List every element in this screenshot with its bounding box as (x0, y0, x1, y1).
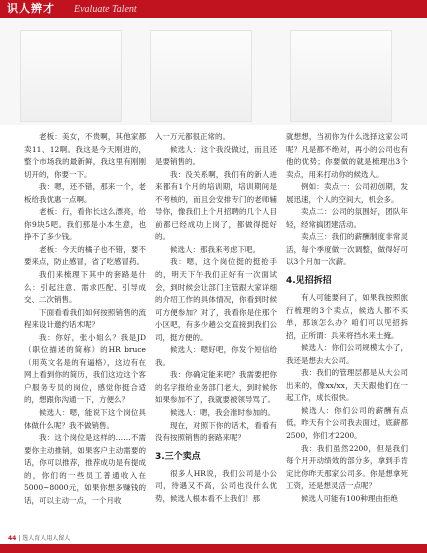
section-header-bar (0, 0, 427, 18)
header-image (0, 18, 427, 125)
image-shape-right (290, 30, 392, 122)
paragraph: 候选人：嗯，我会准时参加的。 (170, 408, 275, 418)
paragraph: 入一万元都很正常的。 (155, 132, 230, 141)
paragraph: 候选人：你们公司的薪酬有点低，昨天有个公司我去面过，底薪都2500，你们才2200。 (286, 405, 408, 441)
section-subtitle: Evaluate Talent (74, 4, 137, 15)
paragraph: 卖点二：公司的氛围好，团队年轻，经常搞团建活动。 (286, 207, 408, 229)
paragraph: 我：我们虽然2200，但是我们每个月开动绩效的部分多，拿到手肯定比你昨天那家公司多。你是想拿死工资，还是想灵活一点呢？ (286, 443, 408, 491)
paragraph: 有人可能要问了，如果我按照旅行梳理的3个卖点，候选人都不买单，那该怎么办？咱们可以见招拆招，正所谓：兵来将挡水来土掩。 (286, 293, 408, 340)
paragraph: 候选人可能有100种理由拒绝 (301, 493, 398, 503)
paragraph: 很多人HR说，我们公司是小公司，待遇又不高，公司也没什么优势，候选人根本看不上我们！那 (155, 468, 277, 503)
paragraph: 下面看看我们如何按照销售的流程来设计邀约话术呢？ (24, 307, 146, 330)
paragraph: 我：我们的管理层都是从大公司出来的，像xx/xx，天天跟他们在一起工作，成长很快。 (286, 368, 408, 403)
column-2 (155, 131, 277, 505)
page-footer (8, 535, 70, 543)
image-shape-left (20, 30, 122, 122)
paragraph: 老板：今天的橘子也不错，要不要来点，防止感冒，省了吃感冒药。 (24, 244, 146, 267)
paragraph: 我：嗯，还不错，那来一个，老板给我优惠一点啊。 (24, 182, 146, 204)
page-number: 44 (8, 535, 17, 542)
paragraph: 就想想，当初你为什么选择这家公司呢？凡是都不绝对，再小的公司也有他的优势；你要做的就是梳理出3个卖点，用来打动你的候选人。 (286, 132, 408, 179)
image-shape-middle (150, 30, 252, 122)
paragraph: 例如：卖点一：公司初创期，发展迅速，个人的空间大，机会多。 (286, 182, 408, 204)
paragraph: 我：你确定能来吧？我需要把你的名字报给业务部门老大，到时候你如果参加不了，我就要被领导骂了。 (155, 370, 277, 405)
paragraph: 候选人：这个我没做过，而且还是要销售的。 (155, 144, 277, 167)
paragraph: 我：嗯，这个岗位挺的挺抢手的，明天下午我们正好有一次面试会，到时候会让部门主管跟大家详细的介绍工作的具体情况，你看到时候可方便参加？对了，我看你是住那个小区吧，有多少趟公交直接到我们公司，挺方便的。 (155, 257, 277, 342)
paragraph: 卖点三：我们的薪酬制度非常灵活，每个季度做一次调整，做得好可以3个月加一次薪。 (286, 232, 408, 267)
column-3 (286, 131, 408, 505)
paragraph: 老板：行，看你长这么漂亮，给你9块5吧。我们那是小本生意，也挣不了多少钱。 (24, 207, 146, 242)
magazine-slogan: 选人育人用人留人 (22, 535, 71, 542)
section-heading: 3.三个卖点 (155, 451, 201, 462)
footer-bar (0, 544, 427, 553)
paragraph: 我：你好，张小姐么？我是JD（职位描述的简称）的HR bruce（用英文名是的有逼格），这边有在网上看到你的简历，我们这边这个客户服务专员的岗位，感觉你挺合适的，想跟你沟通一下，方便么？ (24, 332, 146, 405)
paragraph: 候选人：嗯，能说下这个岗位具体做什么呢？我不做销售。 (24, 408, 146, 430)
section-title: 识人辨才 (7, 2, 55, 15)
paragraph: 现在，对照下你的话术，看看有没有按照销售的套路来呢？ (155, 420, 277, 443)
section-heading: 4.见招拆招 (286, 276, 332, 287)
paragraph: 候选人：那我来考虑下吧。 (170, 244, 260, 254)
paragraph: 我：没关系啊，我们有的新人进来都有1个月的培训期，培训期间是不考核的，而且会安排专门的老师辅导你，像我们上个月招聘的几个人目前都已经成功上岗了，都做得挺好的。 (155, 169, 277, 242)
paragraph: 候选人：嗯好吧，你发个短信给我。 (155, 345, 277, 367)
paragraph: 我：这个岗位是这样的……不需要你主动推销，如果客户主动需要的话，你可以推荐，推荐成功是有提成的，你们的一些员工普通收入在5000~8000元，如果你想多赚钱的话，可以主动一点，一个月收 (24, 433, 146, 505)
paragraph: 老板：美女，不贵啊，其他家都卖11、12啊。我这是今天刚进的，整个市场我的最新鲜，我这里有刚刚切开的，你要一下。 (24, 132, 146, 179)
paragraph: 我们来梳理下其中的套路是什么：引起注意、需求匹配、引导成交、二次销售。 (24, 270, 146, 305)
column-1 (24, 131, 146, 507)
footer-separator: | (18, 535, 23, 542)
paragraph: 候选人：你们公司规模太小了，我还是想去大公司。 (286, 343, 408, 365)
